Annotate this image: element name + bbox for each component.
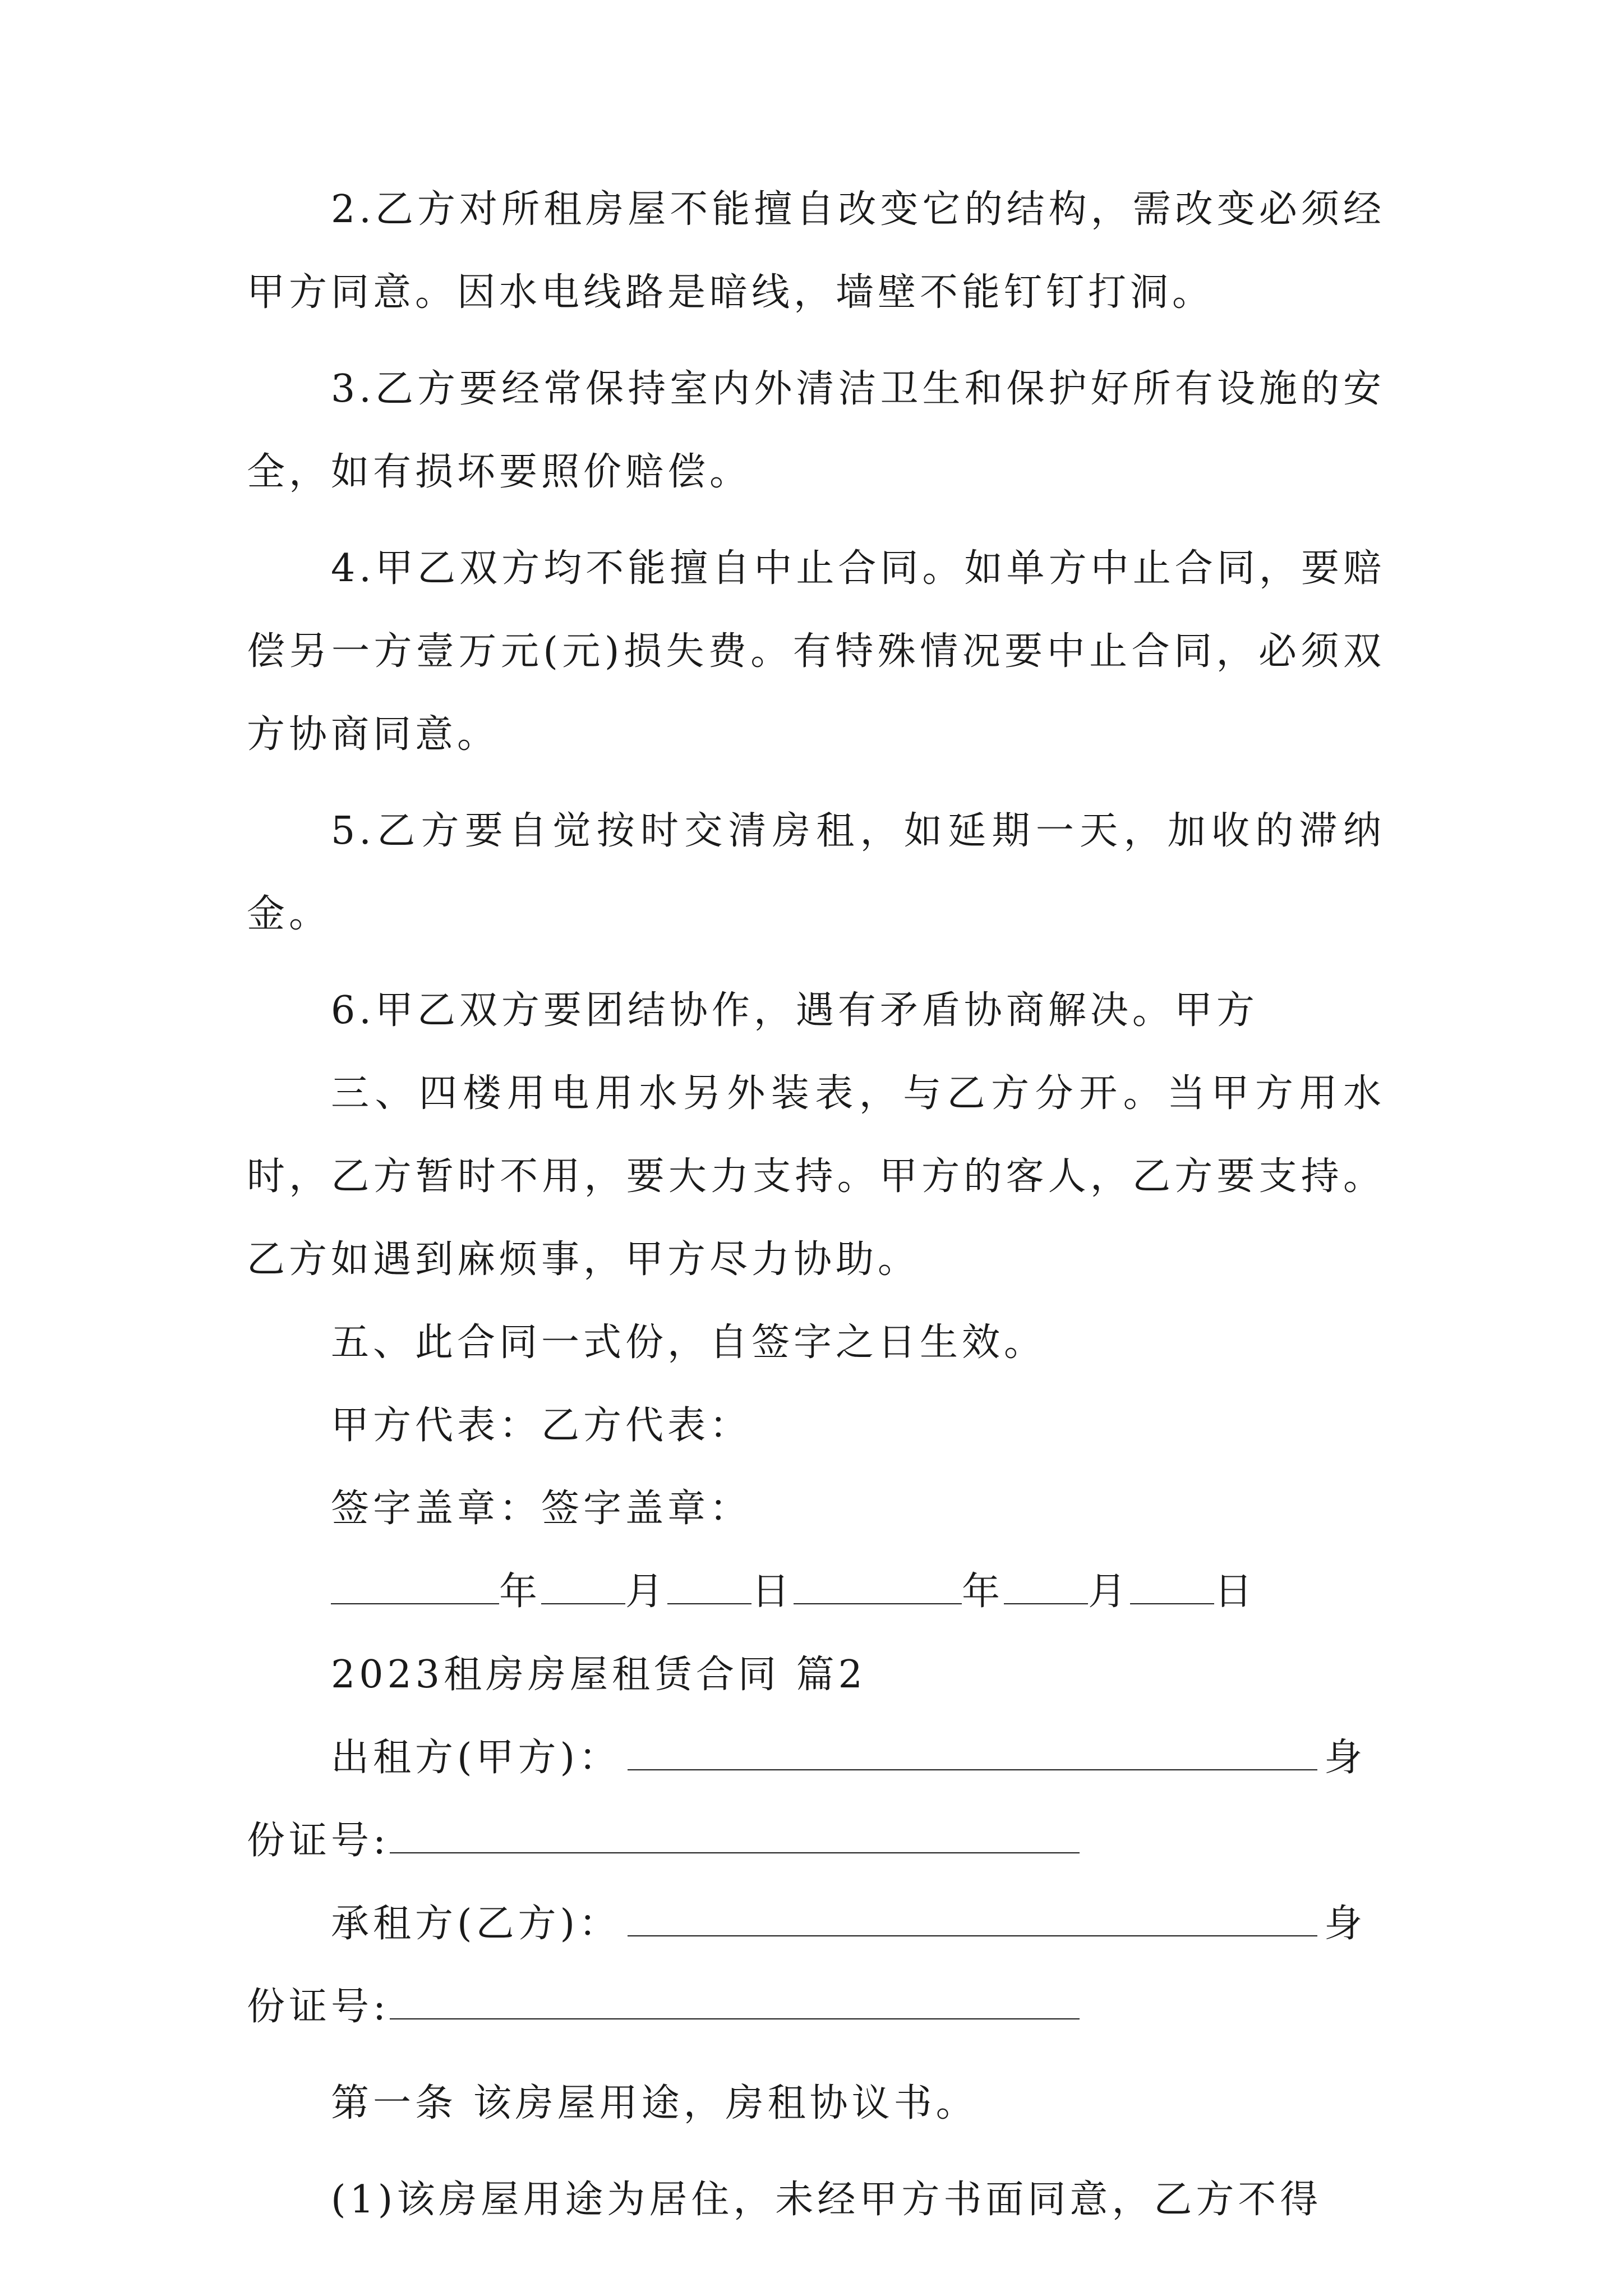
article-1: 第一条 该房屋用途，房租协议书。	[331, 2081, 978, 2125]
lessor-line	[247, 1717, 1385, 1800]
clause-5: 5.乙方要自觉按时交清房租，如延期一天，加收的滞纳金。	[247, 809, 1385, 936]
lessor-id-field[interactable]	[390, 1816, 1080, 1853]
month-label: 月	[625, 1570, 668, 1614]
blank-month-a	[541, 1567, 625, 1604]
document-body	[247, 168, 1385, 2242]
clause-effective: 五、此合同一式份，自签字之日生效。	[331, 1320, 1046, 1365]
lessor-id-line	[247, 1800, 1385, 1883]
lessor-label: 出租方(甲方)：	[331, 1736, 621, 1780]
representatives-line: 甲方代表：乙方代表：	[331, 1404, 752, 1448]
day-label: 日	[1214, 1570, 1257, 1614]
lessee-suffix: 身	[1324, 1902, 1367, 1946]
clause-2: 2.乙方对所租房屋不能擅自改变它的结构，需改变必须经甲方同意。因水电线路是暗线，墙壁不能钉钉打洞。	[247, 187, 1385, 315]
lessor-id-label: 份证号:	[247, 1819, 390, 1863]
lessee-line	[247, 1883, 1385, 1966]
signature-line: 签字盖章：签字盖章：	[331, 1487, 752, 1531]
clause-3: 3.乙方要经常保持室内外清洁卫生和保护好所有设施的安全，如有损坏要照价赔偿。	[247, 367, 1385, 494]
blank-day-a	[667, 1567, 751, 1604]
blank-year-a	[331, 1567, 499, 1604]
lessee-label: 承租方(乙方)：	[331, 1902, 621, 1946]
lessee-name-field[interactable]	[628, 1899, 1317, 1936]
clause-6: 6.甲乙双方要团结协作，遇有矛盾协商解决。甲方	[331, 988, 1258, 1033]
day-label: 日	[751, 1570, 794, 1614]
clause-4: 4.甲乙双方均不能擅自中止合同。如单方中止合同，要赔偿另一方壹万元(元)损失费。有特殊情况要中止合同，必须双方协商同意。	[247, 546, 1385, 757]
lessor-name-field[interactable]	[628, 1733, 1317, 1770]
blank-month-b	[1004, 1567, 1088, 1604]
year-label: 年	[962, 1570, 1004, 1614]
lessor-suffix: 身	[1324, 1736, 1367, 1780]
date-line	[247, 1550, 1385, 1634]
lessee-id-field[interactable]	[390, 1982, 1080, 2019]
blank-day-b	[1130, 1567, 1214, 1604]
year-label: 年	[499, 1570, 542, 1614]
lessee-id-label: 份证号:	[247, 1985, 390, 2029]
section-title: 2023租房房屋租赁合同 篇2	[331, 1653, 866, 1697]
month-label: 月	[1088, 1570, 1131, 1614]
blank-year-b	[794, 1567, 962, 1604]
article-1-item-1: (1)该房屋用途为居住，未经甲方书面同意，乙方不得	[331, 2178, 1322, 2222]
lessee-id-line	[247, 1966, 1385, 2049]
clause-utilities: 三、四楼用电用水另外装表，与乙方分开。当甲方用水时，乙方暂时不用，要大力支持。甲方的客人，乙方要支持。乙方如遇到麻烦事，甲方尽力协助。	[247, 1071, 1385, 1282]
